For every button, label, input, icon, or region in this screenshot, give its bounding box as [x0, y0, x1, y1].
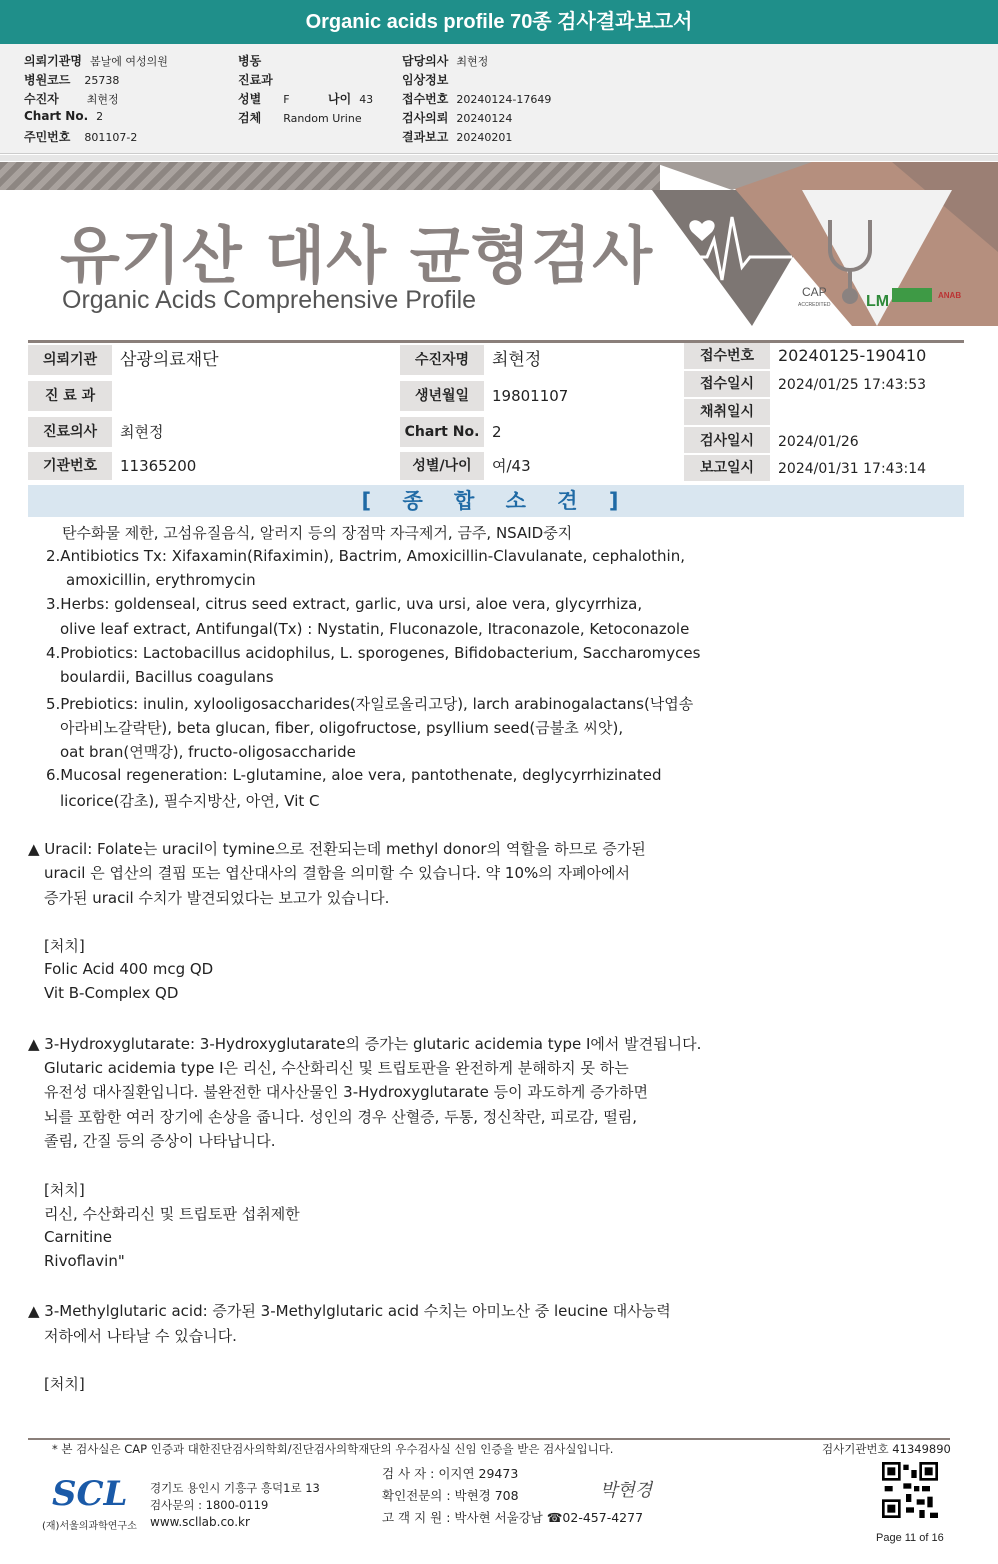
footer-address: 경기도 용인시 기흥구 흥덕1로 13 [150, 1481, 320, 1495]
body-line: 저하에서 나타날 수 있습니다. [44, 1327, 237, 1345]
info-ward: 병동 [238, 54, 262, 68]
svg-text:CAP: CAP [802, 285, 827, 299]
decorative-stripe [0, 162, 660, 190]
info-chart-no: Chart No. 2 [24, 109, 104, 123]
value-receipt-no: 20240125-190410 [778, 346, 927, 365]
footer-tester: 검 사 자 : 이지연 29473 [382, 1466, 519, 1481]
label-receipt-no: 접수번호 [684, 343, 770, 369]
body-line: ▲ 3-Hydroxyglutarate: 3-Hydroxyglutarate의 증가는 glutaric acidemia type I에서 발견됩니다. [28, 1035, 702, 1053]
body-line: [처치] [44, 937, 85, 955]
body-line: 2.Antibiotics Tx: Xifaxamin(Rifaximin), Bactrim, Amoxicillin-Clavulanate, cephalothin, [46, 547, 685, 565]
footer-phone: 검사문의 : 1800-0119 [150, 1498, 269, 1512]
page-number: Page 11 of 16 [876, 1532, 944, 1544]
value-report-time: 2024/01/31 17:43:14 [778, 461, 927, 477]
body-line: 3.Herbs: goldenseal, citrus seed extract, garlic, uva ursi, aloe vera, glycyrrhiza, [46, 595, 643, 613]
footer-specialist: 확인전문의 : 박현경 708 [382, 1488, 519, 1503]
scl-logo: SCL [52, 1474, 128, 1514]
summary-header: [ 종 합 소 견 ] [28, 485, 964, 517]
section-divider [0, 155, 998, 161]
body-line: Glutaric acidemia type I은 리신, 수산화리신 및 트립토판을 완전하게 분해하지 못 하는 [44, 1059, 629, 1077]
label-chart-no: Chart No. [400, 417, 484, 447]
label-receipt-time: 접수일시 [684, 371, 770, 397]
value-department [112, 381, 398, 411]
info-hospital-name: 의뢰기관명 봄날에 여성의원 [24, 54, 168, 68]
body-line: licorice(감초), 필수지방산, 아연, Vit C [60, 792, 320, 810]
body-line: 5.Prebiotics: inulin, xylooligosaccharides(자일로올리고당), larch arabinogalactans(낙엽송 [46, 695, 694, 713]
info-receipt-no: 접수번호 20240124-17649 [402, 92, 552, 106]
body-line: oat bran(연맥강), fructo-oligosaccharide [60, 743, 356, 761]
info-report-date: 결과보고 20240201 [402, 130, 513, 144]
body-line: Folic Acid 400 mcg QD [44, 960, 214, 978]
info-clinical: 임상정보 [402, 73, 449, 87]
body-line: 졸림, 간질 등의 증상이 나타납니다. [44, 1132, 276, 1150]
body-line: Carnitine [44, 1228, 113, 1246]
body-line: 아라비노갈락탄), beta glucan, fiber, oligofructose, psyllium seed(금불초 씨앗), [60, 719, 624, 737]
body-line: 탄수화물 제한, 고섬유질음식, 알러지 등의 장점막 자극제거, 금주, NSAID중지 [62, 524, 573, 542]
footer-org-name: (재)서울의과학연구소 [42, 1521, 137, 1532]
label-institution: 의뢰기관 [28, 345, 112, 375]
body-line: amoxicillin, erythromycin [66, 571, 256, 589]
qr-code-icon [882, 1462, 938, 1518]
footer-notice: * 본 검사실은 CAP 인증과 대한진단검사의학회/진단검사의학재단의 우수검사실 신임 인증을 받은 검사실입니다. [52, 1442, 614, 1456]
svg-text:ACCREDITED: ACCREDITED [798, 302, 831, 308]
label-department: 진 료 과 [28, 381, 112, 411]
label-test-time: 검사일시 [684, 427, 770, 453]
body-line: 유전성 대사질환입니다. 불완전한 대사산물인 3-Hydroxyglutarate 등이 과도하게 증가하면 [44, 1083, 649, 1101]
value-doctor: 최현정 [120, 423, 164, 441]
svg-text:ANAB: ANAB [938, 291, 962, 300]
body-line: uracil 은 엽산의 결핍 또는 엽산대사의 결함을 의미할 수 있습니다. 약 10%의 자폐아에서 [44, 864, 630, 882]
info-doctor: 담당의사 최현정 [402, 54, 489, 68]
body-line: [처치] [44, 1375, 85, 1393]
value-institution-no: 11365200 [120, 457, 197, 475]
value-test-time: 2024/01/26 [778, 434, 859, 450]
info-patient: 수진자 최현정 [24, 92, 119, 106]
body-line: 6.Mucosal regeneration: L-glutamine, aloe vera, pantothenate, deglycyrrhizinated [46, 766, 662, 784]
body-line: Rivoflavin" [44, 1252, 125, 1270]
label-patient-name: 수진자명 [400, 345, 484, 375]
label-collection-time: 채취일시 [684, 399, 770, 425]
report-banner-title: Organic acids profile 70종 검사결과보고서 [0, 0, 998, 44]
body-line: 뇌를 포함한 여러 장기에 손상을 줍니다. 성인의 경우 산혈증, 두통, 정신착란, 피로감, 떨림, [44, 1108, 637, 1126]
header-artwork [652, 162, 998, 326]
value-collection-time [770, 399, 964, 425]
body-line: ▲ Uracil: Folate는 uracil이 tymine으로 전환되는데 methyl donor의 역할을 하므로 증가된 [28, 840, 646, 858]
body-line: [처치] [44, 1181, 85, 1199]
body-line: 리신, 수산화리신 및 트립토판 섭취제한 [44, 1205, 300, 1223]
signature-image: 박현경 [600, 1480, 653, 1501]
value-institution: 삼광의료재단 [120, 350, 219, 370]
footer-institution-no: 검사기관번호 41349890 [822, 1442, 951, 1456]
info-department: 진료과 [238, 73, 273, 87]
report-title-korean: 유기산 대사 균형검사 [60, 219, 654, 292]
body-line: Vit B-Complex QD [44, 984, 179, 1002]
info-resident-no: 주민번호 801107-2 [24, 130, 138, 144]
body-line: ▲ 3-Methylglutaric acid: 증가된 3-Methylglutaric acid 수치는 아미노산 중 leucine 대사능력 [28, 1302, 671, 1320]
value-patient-name: 최현정 [492, 350, 542, 370]
body-line: boulardii, Bacillus coagulans [60, 668, 274, 686]
svg-text:LM: LM [866, 293, 890, 310]
footer-divider [28, 1438, 950, 1440]
info-request-date: 검사의뢰 20240124 [402, 111, 513, 125]
report-title-english: Organic Acids Comprehensive Profile [62, 286, 477, 314]
value-chart-no: 2 [492, 423, 502, 441]
label-report-time: 보고일시 [684, 455, 770, 481]
label-institution-no: 기관번호 [28, 452, 112, 480]
value-receipt-time: 2024/01/25 17:43:53 [778, 377, 927, 393]
label-doctor: 진료의사 [28, 417, 112, 447]
label-sex-age: 성별/나이 [400, 452, 484, 480]
patient-summary-panel [0, 44, 998, 154]
value-birthdate: 19801107 [492, 387, 569, 405]
body-line: 증가된 uracil 수치가 발견되었다는 보고가 있습니다. [44, 889, 390, 907]
body-line: olive leaf extract, Antifungal(Tx) : Nystatin, Fluconazole, Itraconazole, Ketoconazole [60, 620, 690, 638]
info-specimen: 검체 Random Urine [238, 111, 362, 125]
info-hospital-code: 병원코드 25738 [24, 73, 120, 87]
footer-website[interactable]: www.scllab.co.kr [150, 1515, 250, 1529]
info-age: 나이 43 [328, 92, 374, 106]
info-sex: 성별 F [238, 92, 290, 106]
footer-support: 고 객 지 원 : 박사현 서울강남 ☎02-457-4277 [382, 1510, 644, 1525]
body-line: 4.Probiotics: Lactobacillus acidophilus, L. sporogenes, Bifidobacterium, Saccharomyces [46, 644, 701, 662]
label-birthdate: 생년월일 [400, 381, 484, 411]
value-sex-age: 여/43 [492, 457, 531, 475]
